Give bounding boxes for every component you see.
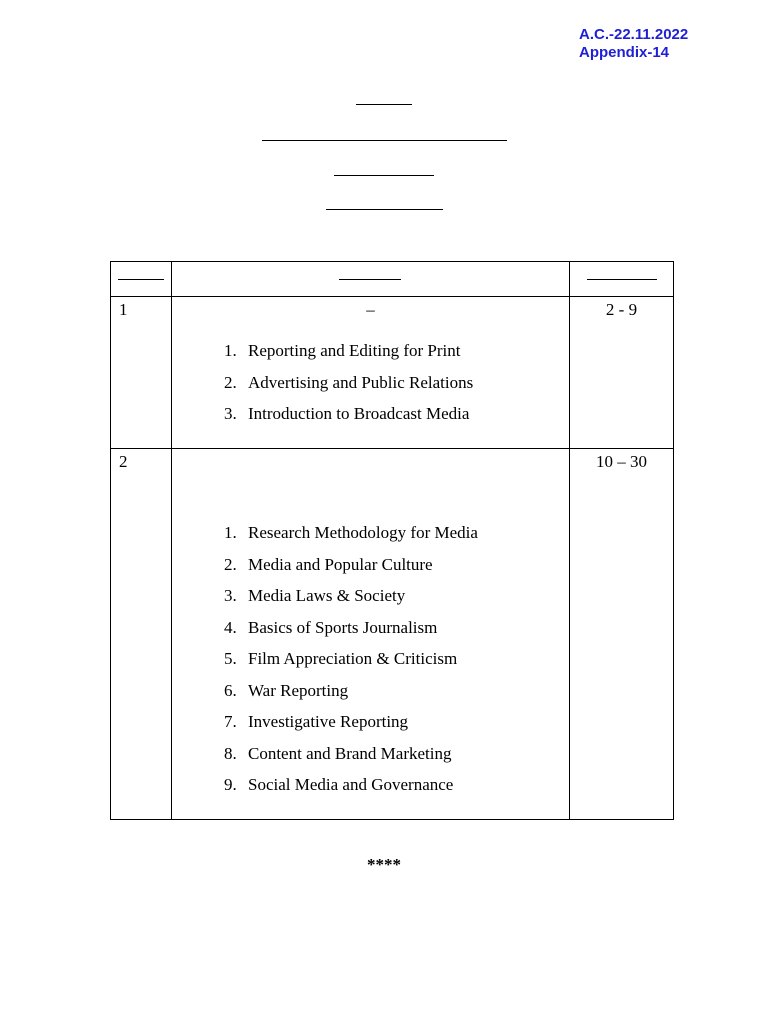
list-item: 6. War Reporting: [224, 680, 349, 700]
header-cell-papers: [172, 262, 570, 297]
list-item: 3. Media Laws & Society: [224, 586, 406, 605]
list-item: 8. Content and Brand Marketing: [224, 743, 452, 763]
title-underline-2: [262, 140, 507, 141]
papers-cell: [172, 297, 570, 449]
title-underline-3: [334, 175, 434, 176]
table-row: [111, 449, 674, 820]
title-underline-4: [326, 209, 443, 210]
paper-list: [172, 324, 569, 436]
table-row: [111, 297, 674, 449]
title-underline-1: [356, 104, 412, 105]
header-cell-pages: [570, 262, 674, 297]
semester-number: 1: [111, 297, 172, 449]
page-range: 2 - 9: [570, 297, 674, 449]
header-cell-semester: [111, 262, 172, 297]
list-item: 5. Film Appreciation & Criticism: [224, 649, 458, 668]
header-underline-papers: [339, 279, 401, 280]
paper-list: [172, 449, 569, 807]
agenda-reference: A.C.-22.11.2022: [579, 26, 689, 43]
header-underline-pages: [587, 279, 657, 280]
list-item: 1. Research Methodology for Media: [224, 523, 478, 542]
course-schedule-table: [110, 261, 674, 820]
list-item: 9. Social Media and Governance: [224, 775, 454, 794]
document-reference-block: [579, 26, 688, 62]
appendix-number: Appendix-14: [579, 44, 670, 61]
end-of-document-mark: ****: [367, 855, 401, 874]
dash-separator: –: [366, 300, 375, 319]
table-header-row: [111, 262, 674, 297]
list-item: 4. Basics of Sports Journalism: [224, 617, 438, 637]
list-item: 3. Introduction to Broadcast Media: [224, 404, 470, 423]
page-range: 10 – 30: [570, 449, 674, 820]
list-item: 1. Reporting and Editing for Print: [224, 341, 461, 360]
header-underline-semester: [118, 279, 164, 280]
papers-cell: [172, 449, 570, 820]
list-item: 2. Media and Popular Culture: [224, 554, 433, 574]
list-item: 7. Investigative Reporting: [224, 712, 409, 731]
list-item: 2. Advertising and Public Relations: [224, 372, 474, 392]
semester-number: 2: [111, 449, 172, 820]
